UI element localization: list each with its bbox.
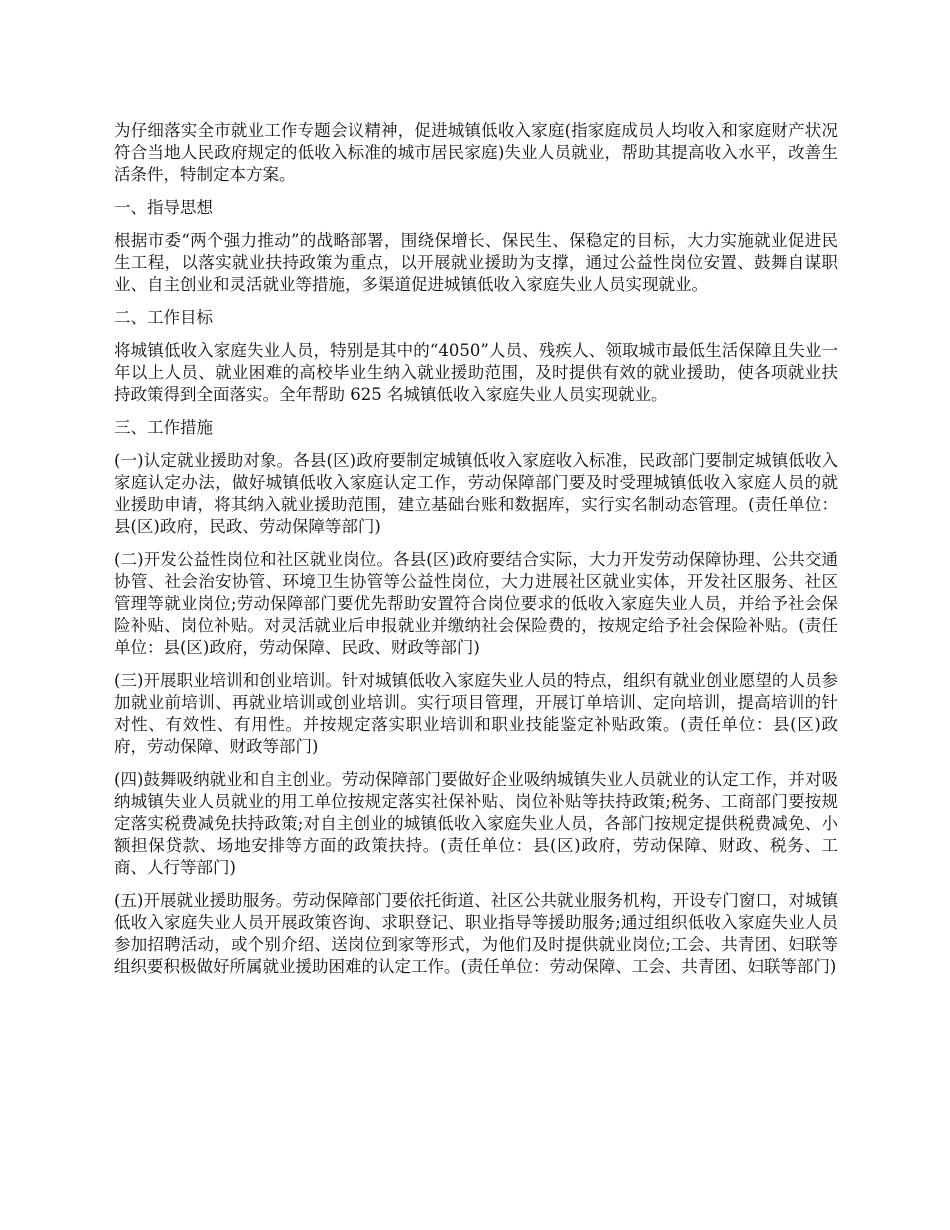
measure-paragraph-4: (四)鼓舞吸纳就业和自主创业。劳动保障部门要做好企业吸纳城镇失业人员就业的认定工作，并对吸纳城镇失业人员就业的用工单位按规定落实社保补贴、岗位补贴等扶持政策;税务、工商部门要按规定落实税费减免扶持政策;对自主创业的城镇低收入家庭失业人员，各部门按规定提供税费减免、小额担保贷款、场地安排等方面的政策扶持。(责任单位：县(区)政府，劳动保障、财政、税务、工商、人行等部门) bbox=[114, 770, 838, 877]
measure-paragraph-2: (二)开发公益性岗位和社区就业岗位。各县(区)政府要结合实际，大力开发劳动保障协理、公共交通协管、社会治安协管、环境卫生协管等公益性岗位，大力进展社区就业实体，开发社区服务、社区管理等就业岗位;劳动保障部门要优先帮助安置符合岗位要求的低收入家庭失业人员，并给予社会保险补贴、岗位补贴。对灵活就业后申报就业并缴纳社会保险费的，按规定给予社会保险补贴。(责任单位：县(区)政府，劳动保障、民政、财政等部门) bbox=[114, 550, 838, 657]
section-heading-guiding-ideology: 一、指导思想 bbox=[114, 198, 213, 217]
intro-paragraph: 为仔细落实全市就业工作专题会议精神，促进城镇低收入家庭(指家庭成员人均收入和家庭财产状况符合当地人民政府规定的低收入标准的城市居民家庭)失业人员就业，帮助其提高收入水平，改善生活条件，特制定本方案。 bbox=[114, 121, 838, 184]
document-page bbox=[114, 120, 838, 989]
section-body-work-goals: 将城镇低收入家庭失业人员，特别是其中的“4050”人员、残疾人、领取城市最低生活保障且失业一年以上人员、就业困难的高校毕业生纳入就业援助范围，及时提供有效的就业援助，使各项就业扶持政策得到全面落实。全年帮助 625 名城镇低收入家庭失业人员实现就业。 bbox=[114, 341, 838, 404]
section-body-guiding-ideology: 根据市委“两个强力推动”的战略部署，围绕保增长、保民生、保稳定的目标，大力实施就业促进民生工程，以落实就业扶持政策为重点，以开展就业援助为支撑，通过公益性岗位安置、鼓舞自谋职业、自主创业和灵活就业等措施，多渠道促进城镇低收入家庭失业人员实现就业。 bbox=[114, 231, 838, 294]
section-heading-work-goals: 二、工作目标 bbox=[114, 308, 213, 327]
measure-paragraph-1: (一)认定就业援助对象。各县(区)政府要制定城镇低收入家庭收入标准，民政部门要制定城镇低收入家庭认定办法，做好城镇低收入家庭认定工作，劳动保障部门要及时受理城镇低收入家庭人员的就业援助申请，将其纳入就业援助范围，建立基础台账和数据库，实行实名制动态管理。(责任单位：县(区)政府，民政、劳动保障等部门) bbox=[114, 451, 838, 536]
section-heading-work-measures: 三、工作措施 bbox=[114, 418, 213, 437]
measure-paragraph-3: (三)开展职业培训和创业培训。针对城镇低收入家庭失业人员的特点，组织有就业创业愿望的人员参加就业前培训、再就业培训或创业培训。实行项目管理，开展订单培训、定向培训，提高培训的针对性、有效性、有用性。并按规定落实职业培训和职业技能鉴定补贴政策。(责任单位：县(区)政府，劳动保障、财政等部门) bbox=[114, 671, 838, 756]
measure-paragraph-5: (五)开展就业援助服务。劳动保障部门要依托街道、社区公共就业服务机构，开设专门窗口，对城镇低收入家庭失业人员开展政策咨询、求职登记、职业指导等援助服务;通过组织低收入家庭失业人员参加招聘活动，或个别介绍、送岗位到家等形式，为他们及时提供就业岗位;工会、共青团、妇联等组织要积极做好所属就业援助困难的认定工作。(责任单位：劳动保障、工会、共青团、妇联等部门) bbox=[114, 891, 838, 976]
